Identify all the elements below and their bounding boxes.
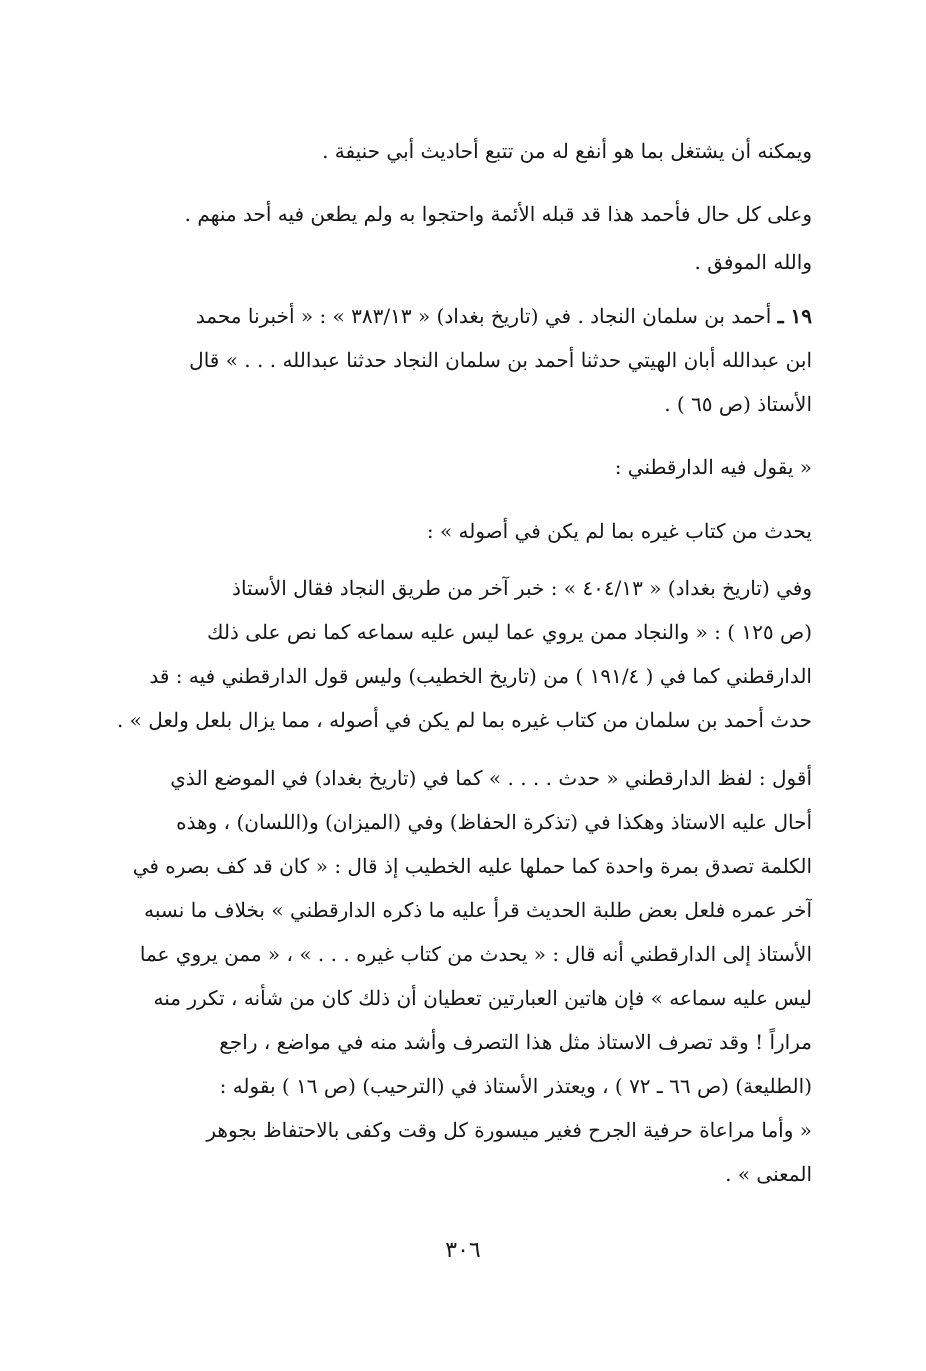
paragraph-line: (الطليعة) (ص ٦٦ ـ ٧٢ ) ، ويعتذر الأستاذ في (الترحيب) (ص ١٦ ) بقوله : <box>219 1074 812 1098</box>
paragraph-line: ليس عليه سماعه » فإن هاتين العبارتين تعطيان أن ذلك كان من شأنه ، تكرر منه <box>153 986 812 1010</box>
paragraph-line: أقول : لفظ الدارقطني « حدث . . . . » كما في (تاريخ بغداد) في الموضع الذي <box>170 766 812 790</box>
entry-number: ١٩ ـ <box>777 304 812 328</box>
paragraph-2 <box>80 190 812 286</box>
paragraph-line: وعلى كل حال فأحمد هذا قد قبله الأئمة واحتجوا به ولم يطعن فيه أحد منهم . <box>184 202 812 226</box>
paragraph-line: ويمكنه أن يشتغل بما هو أنفع له من تتبع أحاديث أبي حنيفة . <box>322 139 812 163</box>
paragraph-line: وفي (تاريخ بغداد) « ٤٠٤/١٣ » : خبر آخر من طريق النجاد فقال الأستاذ <box>232 576 812 600</box>
paragraph-6 <box>80 566 812 742</box>
paragraph-line: « وأما مراعاة حرفية الجرح فغير ميسورة كل وقت وكفى بالاحتفاظ بجوهر <box>206 1118 812 1142</box>
paragraph-7 <box>80 756 812 1196</box>
entry-19 <box>80 294 812 426</box>
paragraph-line: الكلمة تصدق بمرة واحدة كما حملها عليه الخطيب إذ قال : « كان قد كف بصره في <box>132 854 812 878</box>
paragraph-line: الأستاذ (ص ٦٥ ) . <box>664 392 812 416</box>
paragraph-line: (ص ١٢٥ ) : « والنجاد ممن يروي عما ليس عليه سماعه كما نص على ذلك <box>207 620 812 644</box>
paragraph-line: مراراً ! وقد تصرف الاستاذ مثل هذا التصرف وأشد منه في مواضع ، راجع <box>219 1030 812 1054</box>
paragraph-line: أحال عليه الاستاذ وهكذا في (تذكرة الحفاظ) وفي (الميزان) و(اللسان) ، وهذه <box>176 810 812 834</box>
quote-line-2 <box>80 508 812 554</box>
paragraph-line: الدارقطني كما في ( ١٩١/٤ ) من (تاريخ الخطيب) وليس قول الدارقطني فيه : قد <box>149 664 812 688</box>
paragraph-line: حدث أحمد بن سلمان من كتاب غيره بما لم يكن في أصوله ، مما يزال بلعل ولعل » . <box>116 708 812 732</box>
paragraph-line: والله الموفق . <box>694 250 812 274</box>
paragraph-1 <box>80 128 812 174</box>
paragraph-line: الأستاذ إلى الدارقطني أنه قال : « يحدث من كتاب غيره . . . » ، « ممن يروي عما <box>139 942 812 966</box>
page-number: ٣٠٦ <box>445 1238 481 1263</box>
paragraph-line: المعنى » . <box>725 1162 812 1186</box>
paragraph-line: ابن عبدالله أبان الهيتي حدثنا أحمد بن سلمان النجاد حدثنا عبدالله . . . » قال <box>189 348 812 372</box>
paragraph-line: « يقول فيه الدارقطني : <box>614 455 812 479</box>
quote-line-1 <box>80 444 812 490</box>
paragraph-line <box>80 294 812 338</box>
entry-text: أحمد بن سلمان النجاد . في (تاريخ بغداد) « ٣٨٣/١٣ » : « أخبرنا محمد <box>195 304 772 328</box>
paragraph-line: آخر عمره فلعل بعض طلبة الحديث قرأ عليه ما ذكره الدارقطني » بخلاف ما نسبه <box>144 898 812 922</box>
paragraph-line: يحدث من كتاب غيره بما لم يكن في أصوله » : <box>426 519 812 543</box>
